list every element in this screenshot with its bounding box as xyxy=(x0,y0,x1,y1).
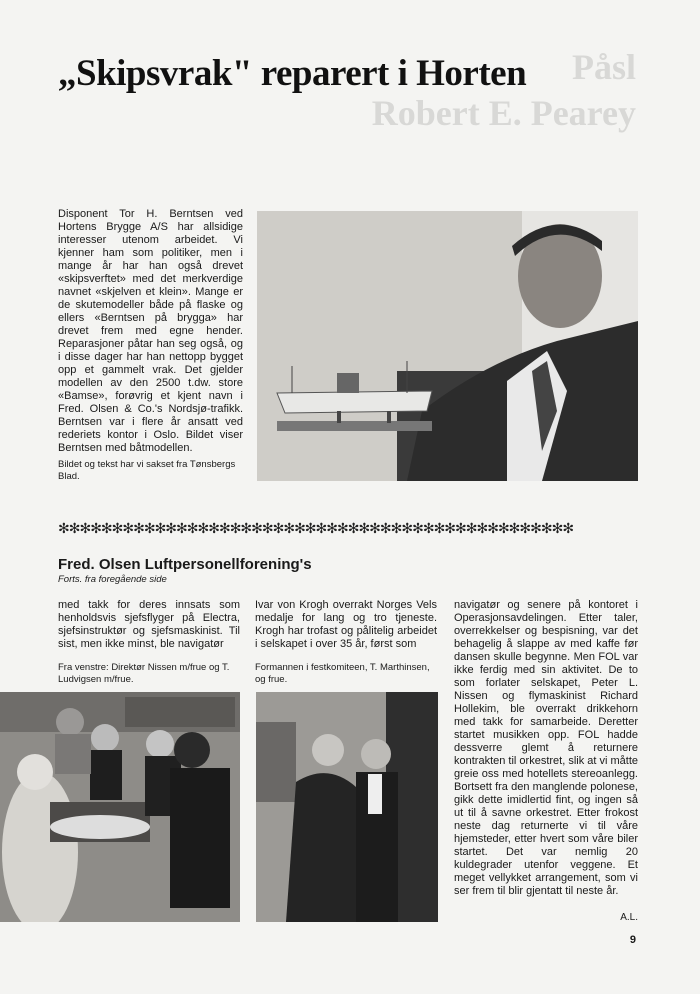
article-source: Bildet og tekst har vi sakset fra Tønsbergs Blad. xyxy=(58,459,236,482)
ornament-divider: ✻✻✻✻✻✻✻✻✻✻✻✻✻✻✻✻✻✻✻✻✻✻✻✻✻✻✻✻✻✻✻✻✻✻✻✻✻✻✻✻✻✻✻✻✻✻✻✻ xyxy=(58,520,574,536)
article-title: „Skipsvrak" reparert i Horten xyxy=(58,53,527,94)
bleed-through-text: Påsl Robert E. Pearey xyxy=(371,47,636,133)
author-signature: A.L. xyxy=(620,912,638,923)
article-body: Disponent Tor H. Berntsen ved Hortens Brygge A/S har allsidige interesser utenom arbeidet. Vi kjenner ham som politiker, men i mange år har han også drevet «skipsverftet» med det merkverdige navnet «skjelven et klein». Mange er de skutemodeller både på flaske og ellers «Berntsen på brygga» har drevet frem med egne hender. Reparasjoner påtar han seg også, og i disse dager har han nettopp bygget opp et gammelt vrak. Det gjelder modellen av den 2500 t.dw. store «Bamse», forøvrig et kjent navn i Fred. Olsen & Co.'s Nordsjø-trafikk. Berntsen var i flere år ansatt ved rederiets kontor i Oslo. Bildet viser Berntsen med båtmodellen. xyxy=(58,208,243,454)
column-2-text: Ivar von Krogh overrakt Norges Vels medalje for lang og tro tjeneste. Krogh har trofast og pålitelig arbeidet i selskapet i over 35 år, først som xyxy=(255,599,437,650)
photo-ship-model xyxy=(257,211,638,481)
column-3-text: navigatør og senere på kontoret i Operasjonsavdelingen. Etter taler, overrekkelser og bespisning, var det behagelig å slappe av med kaffe før dansen skulle begynne. Men FOL var ikke ferdig med sin aktivitet. De to som forlater selskapet, Peter L. Nissen og flymaskinist Richard Hollekim, ble overrakt drikkehorn med takk for samarbeide. Deretter startet musikken opp. FOL hadde dessverre glemt å returnere kontrakten til orkestret, slik at vi måtte greie oss med hotellets stereoanlegg. Bortsett fra den manglende polonese, gikk dette imidlertid fint, og ingen så ut til å savne orkestret. Etter frokost neste dag returnerte vi til våre hjemsteder, etter hvert som våre biler startet. Det var nemlig 20 kuldegrader utenfor veggene. Et meget vellykket arrangement, som vi ser frem til blir gjentatt til neste år. xyxy=(454,599,639,897)
section-subheading: Forts. fra foregående side xyxy=(58,574,167,585)
section-heading: Fred. Olsen Luftpersonellforening's xyxy=(58,556,312,573)
photo-caption-1: Fra venstre: Direktør Nissen m/frue og T. Ludvigsen m/frue. xyxy=(58,662,230,685)
ship-model-figure xyxy=(257,211,638,481)
photo-caption-2: Formannen i festkomiteen, T. Marthinsen, og frue. xyxy=(255,662,430,685)
photo-committee-chair xyxy=(256,692,438,922)
photo-party-group xyxy=(0,692,240,922)
page-number: 9 xyxy=(629,934,636,946)
committee-chair-figure xyxy=(256,692,438,922)
party-group-figure xyxy=(0,692,240,922)
column-1-text: med takk for deres innsats som henholdsvis sjefsflyger på Electra, sjefsinstruktør og sjefsmaskinist. Til sist, men ikke minst, ble navigatør xyxy=(58,599,240,650)
